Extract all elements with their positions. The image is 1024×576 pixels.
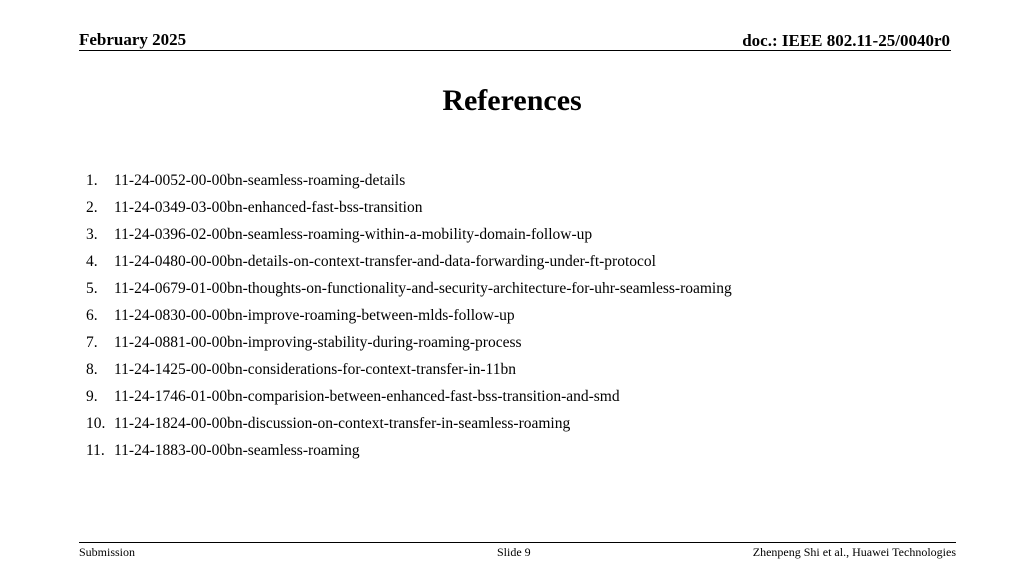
reference-number: 1. bbox=[86, 172, 98, 189]
header-date: February 2025 bbox=[79, 30, 187, 49]
reference-text: 11-24-0052-00-00bn-seamless-roaming-details bbox=[114, 172, 406, 189]
reference-item bbox=[86, 224, 732, 251]
reference-text: 11-24-1824-00-00bn-discussion-on-context-transfer-in-seamless-roaming bbox=[114, 415, 571, 432]
reference-item bbox=[86, 359, 732, 386]
reference-number: 7. bbox=[86, 334, 98, 351]
reference-text: 11-24-0881-00-00bn-improving-stability-during-roaming-process bbox=[114, 334, 522, 351]
header-divider bbox=[79, 50, 951, 51]
footer-slide-number: Slide 9 bbox=[497, 545, 531, 559]
footer-submission: Submission bbox=[79, 545, 136, 559]
reference-item bbox=[86, 386, 732, 413]
reference-number: 2. bbox=[86, 199, 98, 216]
reference-item bbox=[86, 305, 732, 332]
reference-text: 11-24-0480-00-00bn-details-on-context-transfer-and-data-forwarding-under-ft-protocol bbox=[114, 253, 656, 270]
reference-list bbox=[86, 170, 732, 467]
header-doc-id: doc.: IEEE 802.11-25/0040r0 bbox=[742, 31, 950, 50]
reference-number: 10. bbox=[86, 415, 106, 432]
reference-number: 11. bbox=[86, 442, 105, 459]
reference-text: 11-24-0349-03-00bn-enhanced-fast-bss-transition bbox=[114, 199, 423, 216]
reference-number: 5. bbox=[86, 280, 98, 297]
reference-text: 11-24-1746-01-00bn-comparision-between-enhanced-fast-bss-transition-and-smd bbox=[114, 388, 620, 405]
reference-number: 4. bbox=[86, 253, 98, 270]
reference-number: 6. bbox=[86, 307, 98, 324]
reference-number: 3. bbox=[86, 226, 98, 243]
reference-item bbox=[86, 170, 732, 197]
reference-text: 11-24-0830-00-00bn-improve-roaming-between-mlds-follow-up bbox=[114, 307, 515, 324]
reference-item bbox=[86, 197, 732, 224]
reference-item bbox=[86, 332, 732, 359]
reference-number: 8. bbox=[86, 361, 98, 378]
reference-number: 9. bbox=[86, 388, 98, 405]
reference-item bbox=[86, 278, 732, 305]
reference-text: 11-24-1883-00-00bn-seamless-roaming bbox=[114, 442, 360, 459]
reference-text: 11-24-0396-02-00bn-seamless-roaming-within-a-mobility-domain-follow-up bbox=[114, 226, 593, 243]
reference-item bbox=[86, 251, 732, 278]
reference-text: 11-24-0679-01-00bn-thoughts-on-functionality-and-security-architecture-for-uhr-seamless-roaming bbox=[114, 280, 732, 297]
reference-item bbox=[86, 413, 732, 440]
slide-title: References bbox=[442, 84, 582, 117]
footer-authors: Zhenpeng Shi et al., Huawei Technologies bbox=[752, 545, 956, 559]
reference-text: 11-24-1425-00-00bn-considerations-for-context-transfer-in-11bn bbox=[114, 361, 516, 378]
footer-divider bbox=[79, 542, 956, 543]
reference-item bbox=[86, 440, 732, 467]
